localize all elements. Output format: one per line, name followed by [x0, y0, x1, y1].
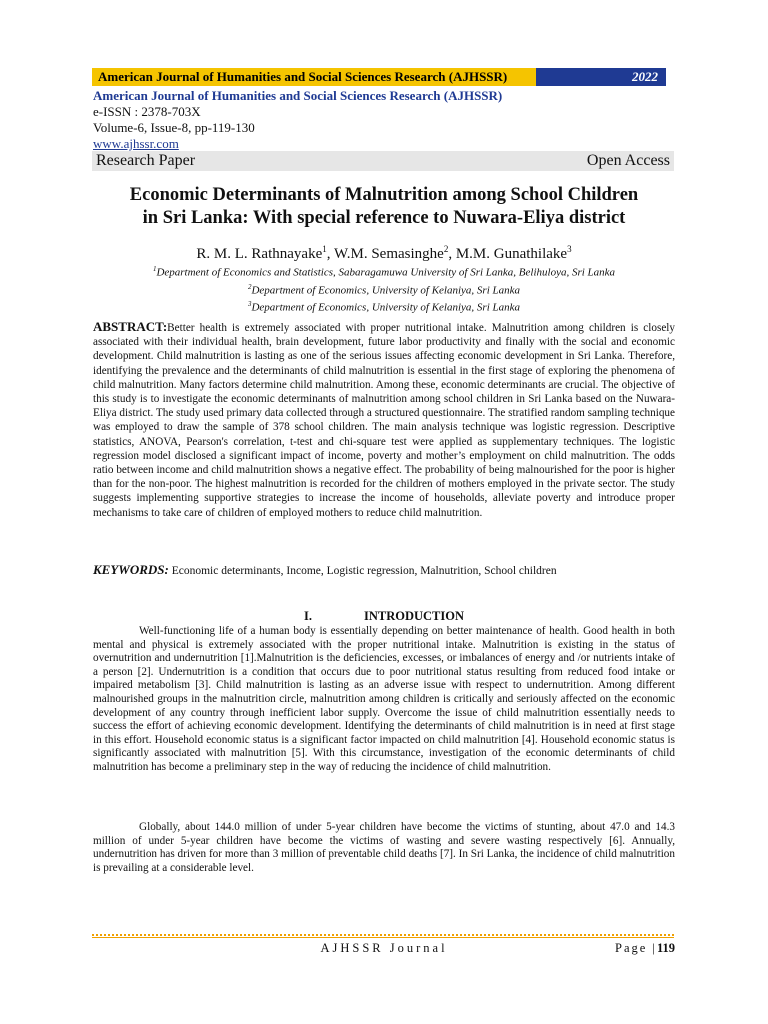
article-title: [93, 184, 675, 230]
author-sup: 3: [567, 244, 572, 254]
journal-name: American Journal of Humanities and Social Sciences Research (AJHSSR): [93, 88, 503, 103]
volume-info: Volume-6, Issue-8, pp-119-130: [93, 120, 255, 135]
author-sup: 2: [443, 244, 449, 254]
title-line-1: Economic Determinants of Malnutrition among School Children: [129, 185, 639, 205]
author-name: M.M. Gunathilake: [455, 246, 568, 262]
section-number: I.: [303, 609, 312, 623]
keywords: [93, 562, 675, 579]
journal-banner: [92, 68, 666, 86]
affiliation-list: [93, 262, 675, 315]
intro-paragraph: Globally, about 144.0 million of under 5-year children have become the victims of stunting, about 47.0 and 14.3 million of under 5-year children have become the victims of wasting and severe wasting respectively [6]. Annually, undernutrition has driven for more than 3 million of preventable child deaths [7]. In Sri Lanka, the incidence of child malnutrition is prevailing at a considerable level.: [93, 821, 675, 874]
author-name: R. M. L. Rathnayake: [196, 246, 323, 262]
section-heading-introduction: [93, 609, 675, 624]
author-name: W.M. Semasinghe: [333, 246, 444, 262]
keywords-label: KEYWORDS:: [93, 562, 169, 577]
paper-type: Research Paper: [96, 152, 196, 169]
author-sup: 1: [322, 244, 327, 254]
banner-title: American Journal of Humanities and Social Sciences Research (AJHSSR): [92, 68, 536, 86]
footer-rule: [92, 937, 674, 938]
banner-year: 2022: [536, 68, 666, 86]
journal-website-link[interactable]: www.ajhssr.com: [93, 136, 179, 151]
affiliation: $^1$Department of Economics and Statistics, Sabaragamuwa University of Sri Lanka, Belihuloya, Sri Lanka: [152, 265, 616, 279]
page-number: Page |119: [615, 941, 675, 955]
title-line-2: in Sri Lanka: With special reference to Nuwara-Eliya district: [142, 208, 626, 228]
abstract-text: Better health is extremely associated with proper nutritional intake. Malnutrition among children is closely associated with their individual health, brain development, future labor productivity and finally with the social and economic development. Child malnutrition is lasting as one of the serious issues affecting economic development in Sri Lanka. Therefore, identifying the prevalence and the determinants of child malnutrition is essential in the first stage of exploring the phenomena of child malnutrition. Many factors determine child malnutrition. Among these, economic determinants are crucial. The objective of this study is to investigate the economic determinants of malnutrition among school children in Sri Lanka based on the Nuwara-Eliya district. The study used primary data collected through a structured questionnaire. The stratified random sampling technique was employed to draw the sample of 378 school children. The main analysis technique was logistic regression. Descriptive statistics, ANOVA, Pearson's correlation, t-test and chi-square test were applied as supplementary techniques. The logistic regression model disclosed a significant impact of income, poverty and mother’s employment on child malnutrition. The odds ratio between income and child malnutrition shows a negative effect. The probability of being malnourished for the poor is higher than for the non-poor. The highest malnutrition is recorded for the children of mothers employed in the private sector. The study suggests implementing supportive strategies to increase the income of households, alleviate poverty and introduce proper mechanisms to take care of children of employed mothers to reduce child malnutrition.: [93, 322, 675, 519]
footer-journal: AJHSSR Journal: [320, 941, 448, 955]
author-list: R. M. L. Rathnayake$^1$, W.M. Semasinghe$^2$, M.M. Gunathilake$^3$: [196, 244, 572, 262]
footer-rule: [92, 934, 674, 936]
affiliation: $^2$Department of Economics, University of Kelaniya, Sri Lanka: [247, 282, 521, 297]
abstract: [93, 320, 675, 520]
journal-meta: [93, 88, 673, 152]
paper-type-bar: [92, 151, 674, 171]
keywords-text: Economic determinants, Income, Logistic regression, Malnutrition, School children: [171, 565, 557, 577]
affiliation: $^3$Department of Economics, University of Kelaniya, Sri Lanka: [247, 300, 521, 314]
eissn: e-ISSN : 2378-703X: [93, 104, 201, 119]
abstract-label: ABSTRACT:: [93, 319, 168, 334]
access-type: Open Access: [586, 152, 670, 169]
intro-paragraph: Well-functioning life of a human body is essentially depending on better maintenance of health. Good health in both mental and physical is extremely associated with the proper nutritional intake. Malnutrition is existing in the status of overnutrition and undernutrition [1].Malnutrition is the deficiencies, excesses, or imbalances of energy and /or nutrients intake of a person [2]. Undernutrition is a condition that occurs due to poor nutritional status resulting from reduced food intake or impaired metabolism [3]. Child malnutrition is lasting as an adverse issue with respect to undernutrition. Among different malnourished groups in the malnutrition circle, malnutrition among children is critically and seriously affected on the economic development of any country through inefficient labor supply. Overcome the issue of child malnutrition essentially needs to success the effort of achieving economic development. Identifying the determinants of child malnutrition is in need at first stage in this effort. Household economic status is a significant factor impacted on child malnutrition [4]. Household economic status is significantly associated with malnutrition [5]. With this circumstance, investigation of the economic determinants of child malnutrition has become a preliminary step in the way of reducing the incidence of child malnutrition.: [93, 625, 675, 773]
section-title: INTRODUCTION: [363, 609, 464, 623]
